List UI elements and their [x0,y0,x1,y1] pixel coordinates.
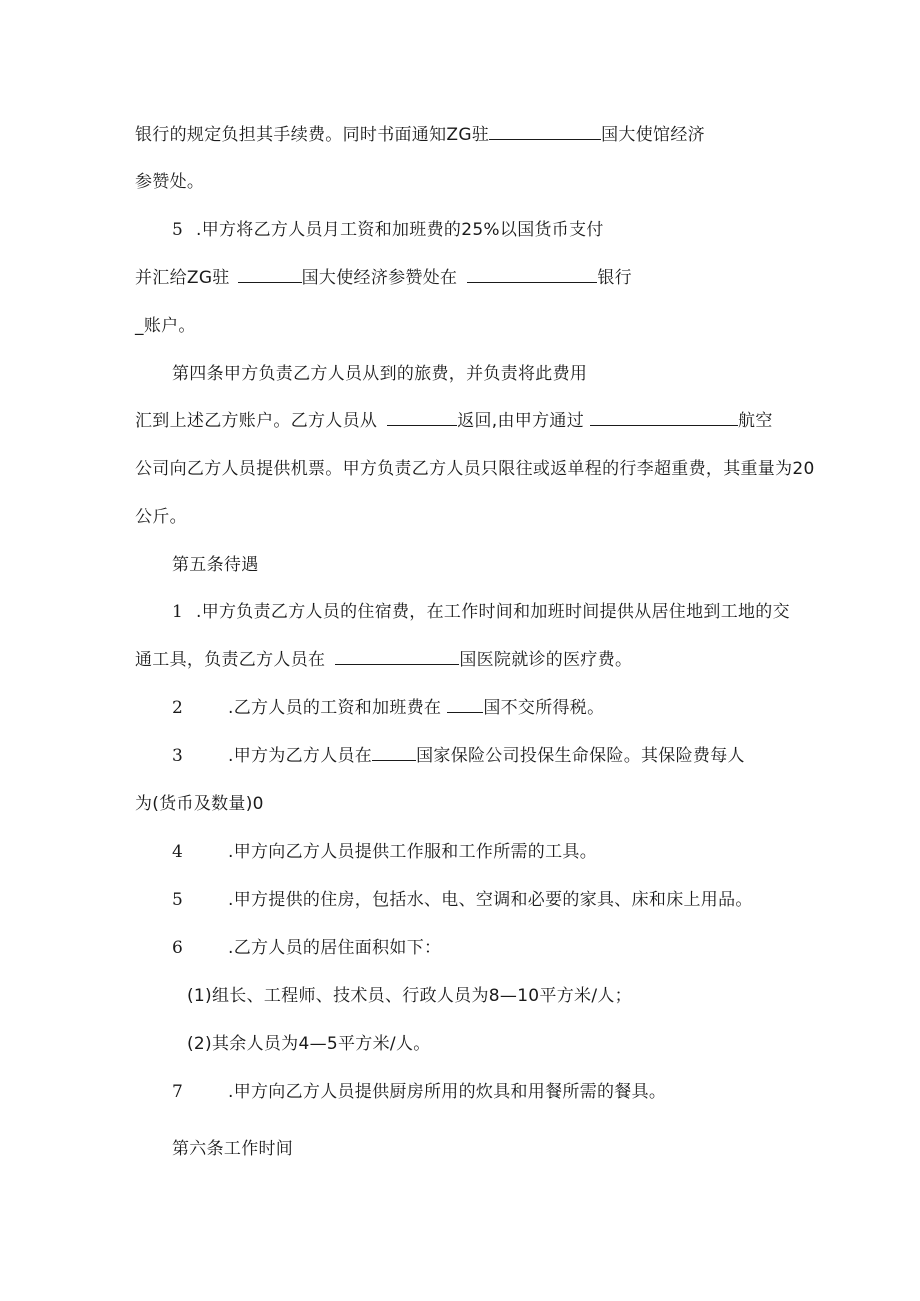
paragraph-line [135,410,773,432]
item-text: .甲方负责乙方人员的住宿费，在工作时间和加班时间提供从居住地到工地的交 [196,602,790,622]
item-text: (1)组长、工程师、技术员、行政人员为8—10平方米/人； [187,986,632,1006]
text-segment: 第六条工作时间 [172,1139,294,1159]
item-number: 3 [172,746,184,766]
text-segment: 参赞处。 [135,172,205,192]
fill-in-blank [387,411,457,426]
paragraph-line [135,267,632,289]
text-segment: 第四条甲方负责乙方人员从到的旅费，并负责将此费用 [172,364,588,384]
item-text: .乙方人员的工资和加班费在 [228,698,442,718]
text-segment: 为(货币及数量)0 [135,794,264,814]
fill-in-blank [590,411,738,426]
fill-in-blank [238,268,302,283]
fill-in-blank [447,698,483,713]
article-heading [172,363,587,385]
article-heading [172,554,259,576]
list-item [172,1081,666,1103]
paragraph-line [135,649,632,671]
paragraph-line [135,458,815,480]
paragraph-line [135,506,187,528]
list-item [172,219,604,241]
item-number: 7 [172,1082,184,1102]
text-segment: 返回,由甲方通过 [457,411,585,431]
text-segment: 并汇给ZG驻 [135,268,230,288]
item-number: 5 [172,220,184,240]
text-segment: 银行的规定负担其手续费。同时书面通知ZG驻 [135,125,490,145]
list-item [172,937,441,959]
item-number: 5 [172,890,184,910]
item-number: 2 [172,698,184,718]
text-segment: 账户。 [143,316,196,336]
article-heading [172,1138,293,1160]
item-text: (2)其余人员为4—5平方米/人。 [187,1034,431,1054]
paragraph-line [135,171,204,193]
paragraph-line [135,124,705,146]
list-item [172,697,604,719]
item-text: 国家保险公司投保生命保险。其保险费每人 [416,746,745,766]
list-item [172,745,745,767]
list-item [172,889,753,911]
paragraph-line [135,793,264,815]
item-text: .甲方将乙方人员月工资和加班费的25%以国货币支付 [196,220,604,240]
text-segment: 银行 [597,268,632,288]
text-segment: 通工具，负责乙方人员在 [135,650,326,670]
text-segment: 公司向乙方人员提供机票。甲方负责乙方人员只限往或返单程的行李超重费，其重量为20 [135,459,815,479]
item-text: 国不交所得税。 [483,698,605,718]
item-text: .甲方向乙方人员提供工作服和工作所需的工具。 [228,842,598,862]
item-number: 4 [172,842,184,862]
item-text: .甲方为乙方人员在 [228,746,373,766]
text-segment: 航空 [738,411,773,431]
fill-in-blank [335,650,459,665]
text-segment: 第五条待遇 [172,555,259,575]
item-number: 6 [172,938,184,958]
fill-in-blank [372,746,416,761]
item-text: .甲方提供的住房，包括水、电、空调和必要的家具、床和床上用品。 [228,890,753,910]
item-text: .甲方向乙方人员提供厨房所用的炊具和用餐所需的餐具。 [228,1082,667,1102]
text-segment: 国大使经济参赞处在 [301,268,458,288]
list-item [172,601,790,623]
sub-list-item [187,1033,431,1055]
text-segment: 公斤。 [135,507,187,527]
fill-in-blank [489,125,601,140]
item-text: .乙方人员的居住面积如下： [228,938,442,958]
item-number: 1 [172,602,184,622]
text-segment: _ [135,316,144,336]
fill-in-blank [467,268,597,283]
paragraph-line [135,315,196,337]
text-segment: 国医院就诊的医疗费。 [459,650,633,670]
sub-list-item [187,985,632,1007]
list-item [172,841,597,863]
text-segment: 国大使馆经济 [601,125,705,145]
text-segment: 汇到上述乙方账户。乙方人员从 [135,411,378,431]
